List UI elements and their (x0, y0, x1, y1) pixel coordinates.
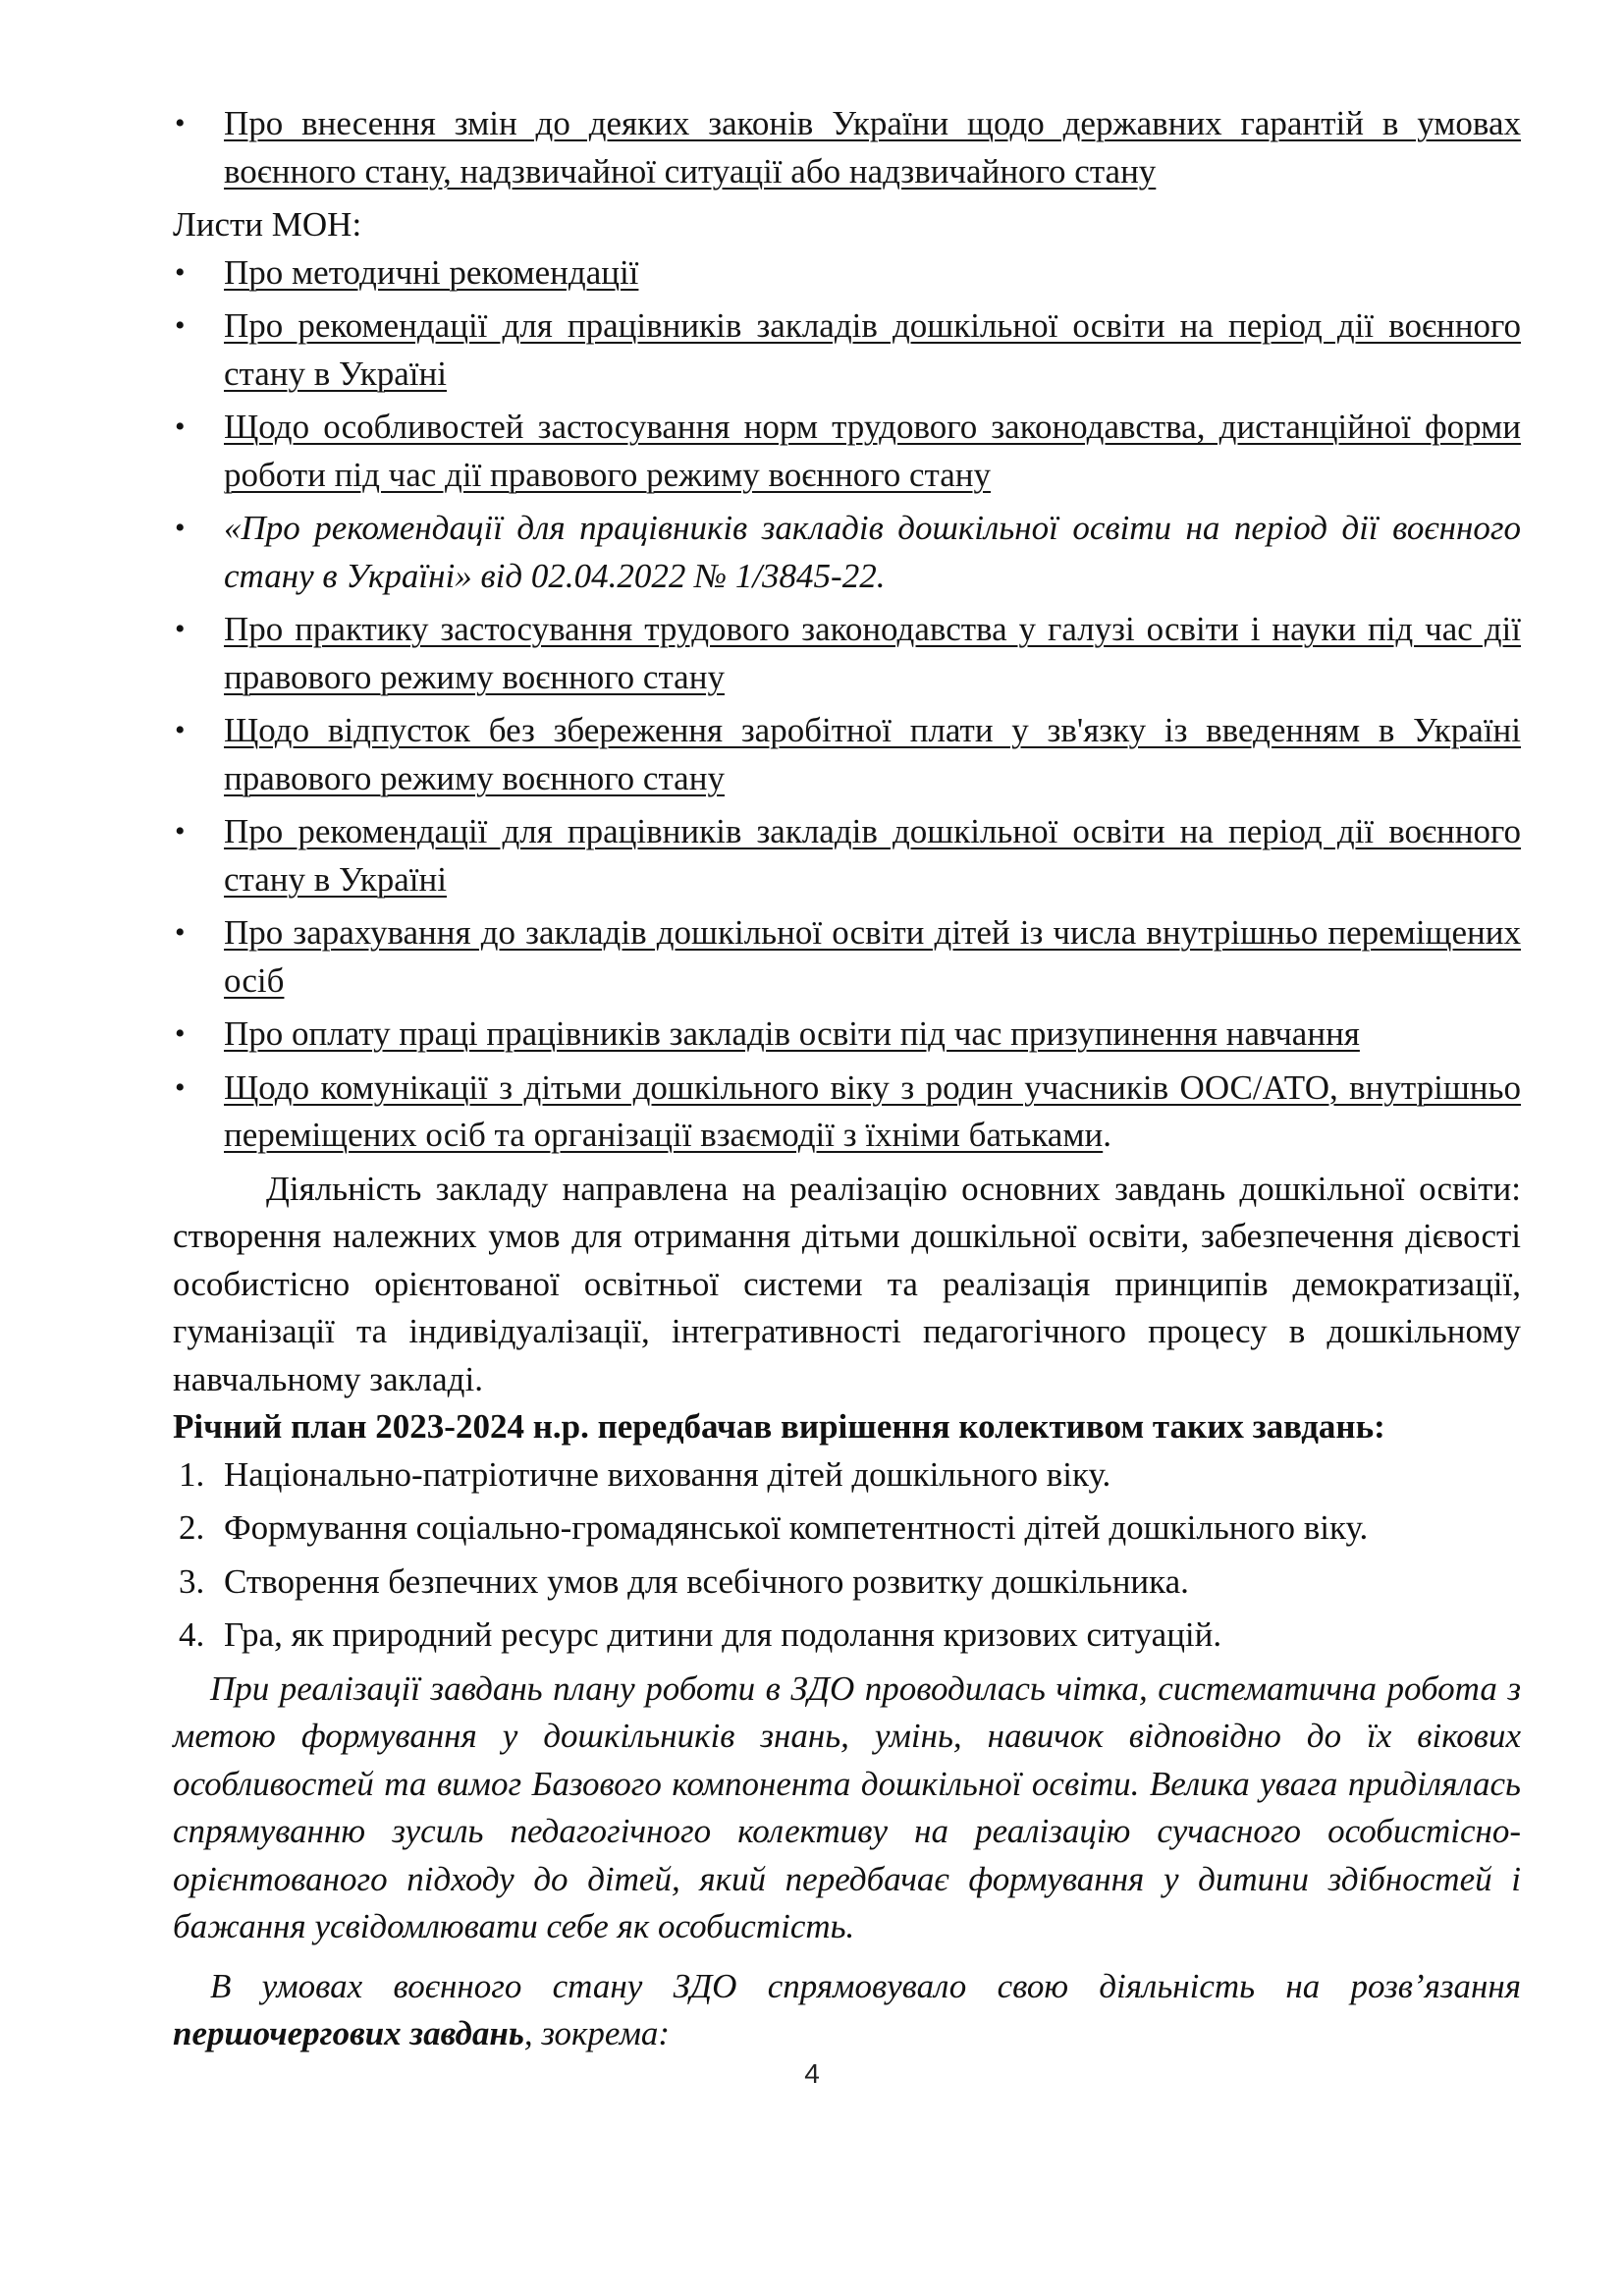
activity-paragraph: Діяльність закладу направлена на реалізацію основних завдань дошкільної освіти: створення належних умов для отримання дітьми дошкільної освіти, забезпечення дієвості особистісно орієнтованої освітньої системи та реалізація принципів демократизації, гуманізації та індивідуалізації, інтегративності педагогічного процесу в дошкільному навчальному закладі. (173, 1169, 1521, 1398)
implementation-paragraph: При реалізації завдань плану роботи в ЗДО проводилась чітка, систематична робота з метою формування у дошкільників знань, умінь, навичок відповідно до їх вікових особливостей та вимог Базового компонента дошкільної освіти. Велика увага приділялась спрямуванню зусиль педагогічного колективу на реалізацію сучасного особистісно-орієнтованого підходу до дітей, який передбачає формування у дитини здібностей і бажання усвідомлювати себе як особистість. (173, 1668, 1521, 1945)
page-number: 4 (804, 2058, 820, 2089)
list-item (173, 1011, 1521, 1059)
document-link[interactable]: Про рекомендації для працівників закладів дошкільної освіти на період дії воєнного стану в Україні (224, 812, 1521, 899)
task-item (173, 1451, 1521, 1500)
task-number: 3. (179, 1561, 205, 1601)
document-link[interactable]: Щодо відпусток без збереження заробітної плати у зв'язку із введенням в Україні правового режиму воєнного стану (224, 711, 1521, 797)
task-number: 1. (179, 1454, 205, 1494)
letter-reference: «Про рекомендації для працівників закладів дошкільної освіти на період дії воєнного стану в Україні» від 02.04.2022 № 1/3845-22. (224, 509, 1521, 595)
task-text: Формування соціально-громадянської компетентності дітей дошкільного віку. (224, 1508, 1369, 1547)
priority-text-before: В умовах воєнного стану ЗДО спрямовувало свою діяльність на розв’язання (210, 1966, 1521, 2005)
list-item (173, 808, 1521, 903)
task-text: Національно-патріотичне виховання дітей дошкільного віку. (224, 1454, 1111, 1494)
letters-list (173, 249, 1521, 1160)
priority-text-bold: першочергових завдань (173, 2014, 524, 2052)
list-item (173, 505, 1521, 600)
document-link[interactable]: Щодо особливостей застосування норм трудового законодавства, дистанційної форми роботи під час дії правового режиму воєнного стану (224, 408, 1521, 494)
laws-list (173, 100, 1521, 195)
list-item (173, 707, 1521, 802)
list-item (173, 100, 1521, 195)
task-text: Гра, як природний ресурс дитини для подолання кризових ситуацій. (224, 1615, 1222, 1654)
document-link[interactable]: Щодо комунікації з дітьми дошкільного віку з родин учасників ООС/АТО, внутрішньо переміщених осіб та організації взаємодії з їхніми батьками (224, 1067, 1521, 1154)
document-link[interactable]: Про методичні рекомендації (224, 252, 639, 292)
priority-text-after: , зокрема: (523, 2014, 671, 2052)
list-item-suffix: . (1103, 1116, 1111, 1154)
list-item (173, 302, 1521, 398)
list-item (173, 606, 1521, 701)
document-link[interactable]: Про практику застосування трудового законодавства у галузі освіти і науки під час дії правового режиму воєнного стану (224, 610, 1521, 696)
list-item (173, 404, 1521, 499)
task-number: 4. (179, 1615, 205, 1654)
task-text: Створення безпечних умов для всебічного розвитку дошкільника. (224, 1561, 1189, 1601)
task-item (173, 1504, 1521, 1553)
plan-title: Річний план 2023-2024 н.р. передбачав вирішення колективом таких завдань: (173, 1407, 1385, 1446)
document-link[interactable]: Про зарахування до закладів дошкільної освіти дітей із числа внутрішньо переміщених осіб (224, 913, 1521, 1000)
page-content (173, 100, 1521, 2058)
letters-heading: Листи МОН: (173, 205, 362, 244)
priority-tasks-paragraph (173, 1963, 1521, 2058)
plan-tasks-list (173, 1451, 1521, 1660)
document-link[interactable]: Про оплату праці працівників закладів освіти під час призупинення навчання (224, 1014, 1360, 1053)
task-number: 2. (179, 1508, 205, 1547)
document-link[interactable]: Про внесення змін до деяких законів України щодо державних гарантій в умовах воєнного стану, надзвичайної ситуації або надзвичайного стану (224, 104, 1521, 191)
document-link[interactable]: Про рекомендації для працівників закладів дошкільної освіти на період дії воєнного стану в Україні (224, 306, 1521, 393)
list-item (173, 909, 1521, 1005)
task-item (173, 1558, 1521, 1607)
task-item (173, 1612, 1521, 1660)
list-item (173, 249, 1521, 298)
list-item (173, 1065, 1521, 1160)
